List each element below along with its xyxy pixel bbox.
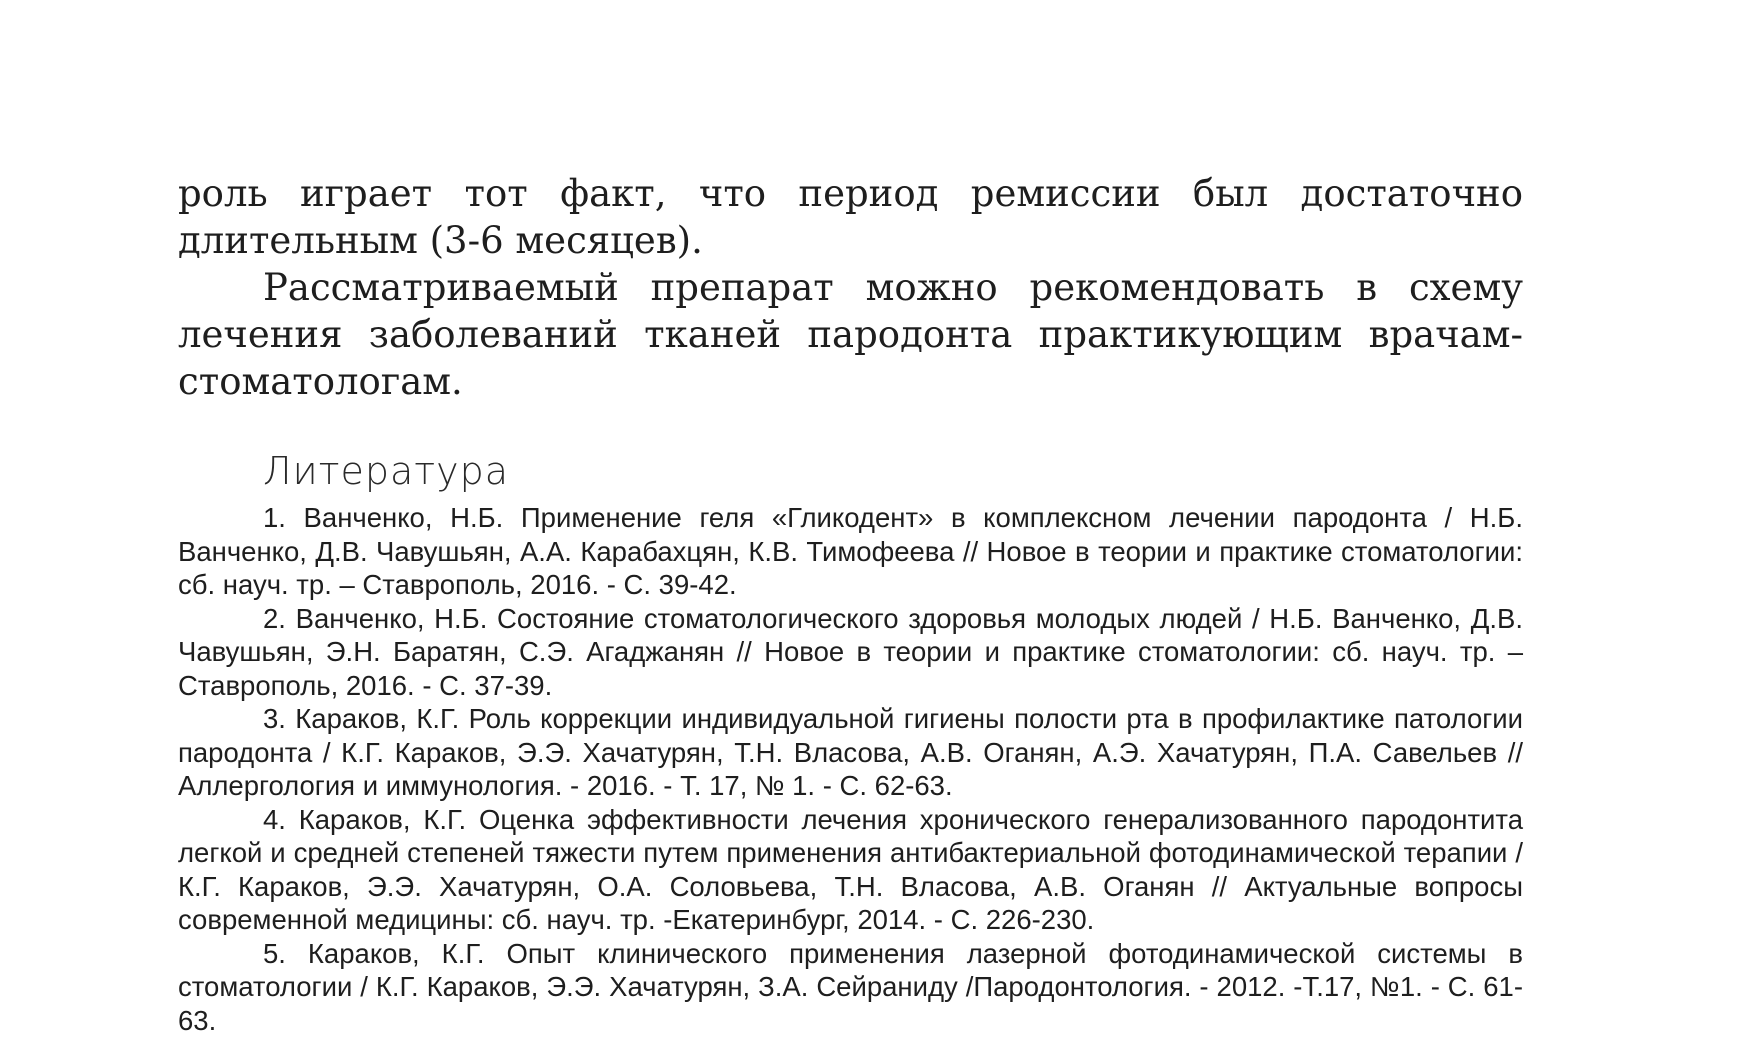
references-list (178, 501, 1523, 1037)
reference-item: 1. Ванченко, Н.Б. Применение геля «Гликодент» в комплексном лечении пародонта / Н.Б. Ванченко, Д.В. Чавушьян, А.А. Карабахцян, К.В. Тимофеева // Новое в теории и практике стоматологии: сб. науч. тр. – Ставрополь, 2016. - С. 39-42. (178, 502, 1523, 600)
body-paragraph: Рассматриваемый препарат можно рекомендовать в схему лечения заболеваний тканей пародонта практикующим врачам-стоматологам. (178, 266, 1523, 403)
reference-item: 3. Караков, К.Г. Роль коррекции индивидуальной гигиены полости рта в профилактике патологии пародонта / К.Г. Караков, Э.Э. Хачатурян, Т.Н. Власова, А.В. Оганян, А.Э. Хачатурян, П.А. Савельев // Аллергология и иммунология. - 2016. - Т. 17, № 1. - С. 62-63. (178, 703, 1523, 801)
document-page (178, 170, 1523, 1037)
body-paragraph: роль играет тот факт, что период ремиссии был достаточно длительным (3-6 месяцев). (178, 172, 1523, 262)
references-heading: Литература (263, 449, 509, 493)
reference-item: 4. Караков, К.Г. Оценка эффективности лечения хронического генерализованного пародонтита легкой и средней степеней тяжести путем применения антибактериальной фотодинамической терапии / К.Г. Караков, Э.Э. Хачатурян, О.А. Соловьева, Т.Н. Власова, А.В. Оганян // Актуальные вопросы современной медицины: сб. науч. тр. -Екатеринбург, 2014. - С. 226-230. (178, 803, 1523, 935)
reference-item: 5. Караков, К.Г. Опыт клинического применения лазерной фотодинамической системы в стоматологии / К.Г. Караков, Э.Э. Хачатурян, З.А. Сейраниду /Пародонтология. - 2012. -Т.17, №1. - С. 61-63. (178, 937, 1523, 1036)
reference-item: 2. Ванченко, Н.Б. Состояние стоматологического здоровья молодых людей / Н.Б. Ванченко, Д.В. Чавушьян, Э.Н. Баратян, С.Э. Агаджанян // Новое в теории и практике стоматологии: сб. науч. тр. – Ставрополь, 2016. - С. 37-39. (178, 602, 1523, 701)
